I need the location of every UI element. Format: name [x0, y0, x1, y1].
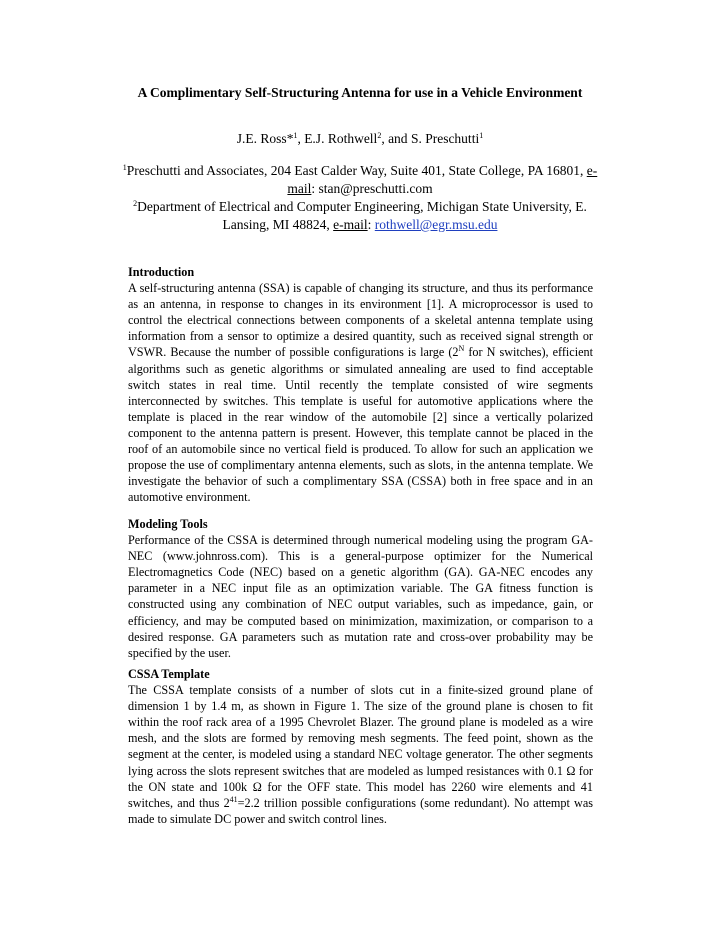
author-name: E.J. Rothwell: [304, 131, 378, 146]
email-label: e-mail: [287, 163, 598, 196]
superscript: 41: [229, 794, 238, 804]
author-name: J.E. Ross: [236, 131, 287, 146]
author-conjunction: and: [388, 131, 408, 146]
affiliation-text: Preschutti and Associates, 204 East Calder Way, Suite 401, State College, PA 16801,: [126, 163, 587, 178]
section-heading: CSSA Template: [128, 667, 210, 681]
affiliation-index: 1: [479, 131, 484, 140]
affiliation-index: 1: [122, 163, 127, 172]
section-body: Performance of the CSSA is determined through numerical modeling using the program GA-NEC (www.johnross.com). This is a general-purpose optimizer for the Numerical Electromagnetics Code (NEC) based on a genetic algorithm (GA). GA-NEC encodes any parameter in a NEC input file as an optimization variable. The GA fitness function is constructed using any combination of NEC output variables, such as impedance, gain, or efficiency, and may be computed based on minimization, maximization, or comparison to a desired response. GA parameters such as mutation rate and cross-over probability may be specified by the user.: [128, 533, 593, 660]
author-list: J.E. Ross*$^1$, E.J. Rothwell$^2$, and S. Preschutti$^1$: [236, 131, 484, 146]
superscript: N: [458, 344, 465, 354]
affiliations: [120, 162, 600, 234]
email-link[interactable]: rothwell@egr.msu.edu: [374, 217, 498, 232]
body-text: A self-structuring antenna (SSA) is capable of changing its structure, and thus its performance as an antenna, in response to changes in its environment [1]. A microprocessor is used to control the electrical connections between components of a skeletal antenna template using information from a sensor to optimize a desired quantity, such as received signal strength or VSWR. Because the number of possible configurations is large (2: [128, 281, 593, 360]
email-address: stan@preschutti.com: [318, 181, 433, 196]
section-heading: Introduction: [128, 265, 195, 279]
affiliation-1: $^1$Preschutti and Associates, 204 East Calder Way, Suite 401, State College, PA 16801, e-mail: stan@preschutti.com: [122, 163, 598, 196]
section-body: [128, 280, 593, 505]
affiliation-index: 2: [133, 199, 138, 208]
body-text: The CSSA template consists of a number of slots cut in a finite-sized ground plane of dimension 1 by 1.4 m, as shown in Figure 1. The size of the ground plane is chosen to fit within the roof rack area of a 1995 Chevrolet Blazer. The ground plane is modeled as a wire mesh, and the slots are formed by removing mesh segments. The feed point, shown as the segment at the center, is modeled using a standard NEC voltage generator. The other segments lying across the slots represent switches that are modeled as lumped resistances with 0.1 Ω for the ON state and 100k Ω for the OFF state. This model has 2260 wire elements and 41 switches, and thus 2: [128, 683, 593, 810]
paper-title: A Complimentary Self-Structuring Antenna for use in a Vehicle Environment: [137, 85, 583, 100]
email-label: e-mail: [333, 217, 368, 232]
body-text: =2.2 trillion possible configurations (some redundant). No attempt was made to simulate DC power and switch control lines.: [128, 795, 594, 826]
corresponding-mark: *: [286, 131, 294, 146]
affiliation-2: $^2$Department of Electrical and Computer Engineering, Michigan State University, E. Lansing, MI 48824, e-mail: rothwell@egr.msu.edu: [133, 199, 587, 232]
section-modeling-tools: [128, 516, 593, 661]
body-text: for N switches), efficient algorithms such as genetic algorithms or simulated annealing are used to find acceptable switch states in real time. Until recently the template consisted of wire segments interconnected by switches. This template is useful for automotive applications where the template is placed in the rear window of the automobile [2] since a vertically polarized component to the antenna pattern is present. However, this template cannot be placed in the roof of an automobile since no vertical field is produced. To allow for such an application we propose the use of complimentary antenna elements, such as slots, in the antenna template. We investigate the behavior of such a complimentary SSA (CSSA) both in free space and in an automotive environment.: [128, 345, 593, 505]
affiliation-index: 2: [377, 131, 382, 140]
section-heading: Modeling Tools: [128, 517, 208, 531]
affiliation-text: Department of Electrical and Computer Engineering, Michigan State University, E. Lansing, MI 48824,: [137, 199, 587, 232]
section-body: [128, 682, 593, 827]
section-cssa-template: [128, 666, 593, 827]
author-name: S. Preschutti: [410, 131, 480, 146]
affiliation-index: 1: [293, 131, 298, 140]
section-introduction: [128, 264, 593, 505]
